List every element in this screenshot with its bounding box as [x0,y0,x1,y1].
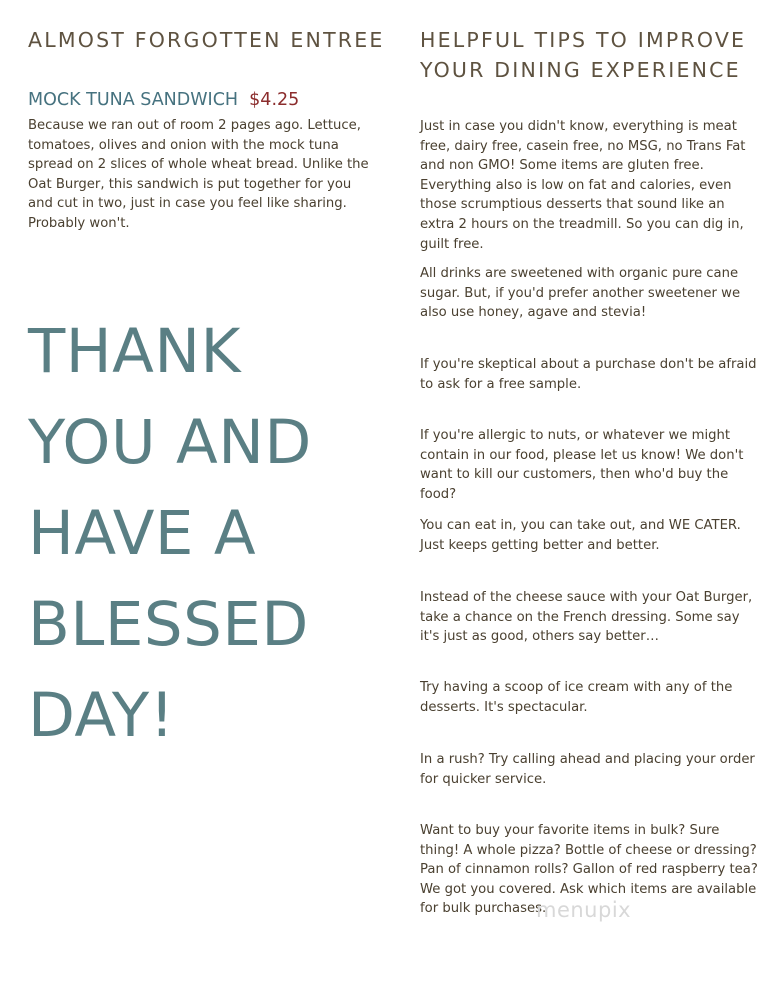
tips-heading [420,25,746,85]
item-price: $4.25 [249,90,300,110]
thank-you-line: HAVE A [28,498,257,569]
tips-heading-line: YOUR DINING EXPERIENCE [420,58,741,82]
thank-you-line: THANK [28,316,241,387]
item-description: Because we ran out of room 2 pages ago. Lettuce, tomatoes, olives and onion with the mock tuna spread on 2 slices of whole wheat bread. Unlike the Oat Burger, this sandwich is put together for you and cut in two, just in case you feel like sharing. Probably won't. [28,118,369,231]
menu-item-title [28,88,299,112]
thank-you-line: BLESSED [28,589,309,660]
tip-item: Just in case you didn't know, everything is meat free, dairy free, casein free, no MSG, no Trans Fat and non GMO! Some items are gluten free. Everything also is low on fat and calories, even those scrumptious desserts that sound like an extra 2 hours on the treadmill. So you can dig in, guilt free. [420,119,746,252]
tips-heading-line: HELPFUL TIPS TO IMPROVE [420,28,747,52]
entree-heading: ALMOST FORGOTTEN ENTREE [28,28,385,52]
menupix-watermark: menupix [536,898,632,922]
thank-you-line: YOU AND [28,407,312,478]
tip-item: Want to buy your favorite items in bulk? Sure thing! A whole pizza? Bottle of cheese or dressing? Pan of cinnamon rolls? Gallon of red raspberry tea? We got you covered. Ask which items are available for bulk purchases. [420,823,758,917]
item-name: MOCK TUNA SANDWICH [28,90,239,110]
tip-item: If you're allergic to nuts, or whatever we might contain in our food, please let us know! We don't want to kill our customers, then who'd buy the food? [420,428,744,502]
tip-item: Instead of the cheese sauce with your Oat Burger, take a chance on the French dressing. Some say it's just as good, others say better… [420,590,753,645]
tip-item: Try having a scoop of ice cream with any of the desserts. It's spectacular. [420,680,733,715]
tip-item: If you're skeptical about a purchase don't be afraid to ask for a free sample. [420,357,757,392]
tip-item: In a rush? Try calling ahead and placing your order for quicker service. [420,752,755,787]
tip-item: You can eat in, you can take out, and WE CATER. Just keeps getting better and better. [420,518,741,553]
thank-you-line: DAY! [28,680,175,751]
tip-item: All drinks are sweetened with organic pure cane sugar. But, if you'd prefer another sweetener we also use honey, agave and stevia! [420,266,741,321]
thank-you-message [28,306,388,761]
